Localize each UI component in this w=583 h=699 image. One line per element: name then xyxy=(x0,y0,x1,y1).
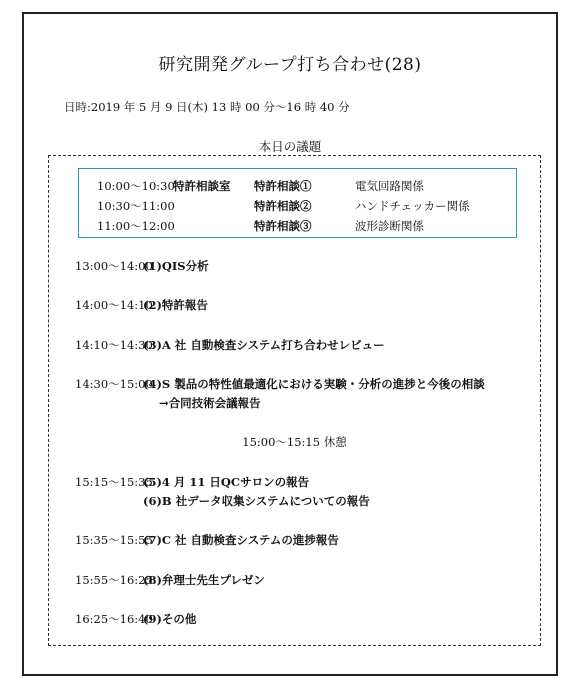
patent-time: 11:00〜12:00 xyxy=(97,219,175,233)
agenda-item-time: 13:00〜14:00 xyxy=(75,259,153,273)
agenda-item xyxy=(75,376,485,392)
agenda-item-subline: →合同技術会議報告 xyxy=(159,396,261,410)
agenda-item-time: 15:55〜16:25 xyxy=(75,573,153,587)
patent-topic: 電気回路関係 xyxy=(355,179,424,193)
agenda-item-label: (5)4 月 11 日QCサロンの報告 xyxy=(143,475,310,489)
agenda-item-time: 14:00〜14:10 xyxy=(75,298,153,312)
agenda-item xyxy=(75,611,196,627)
patent-topic: 波形診断関係 xyxy=(355,219,424,233)
patent-item: 特許相談① xyxy=(254,179,312,193)
agenda-item-time: 15:15〜15:35 xyxy=(75,475,153,489)
patent-topic: ハンドチェッカー関係 xyxy=(355,199,470,213)
agenda-item-subline: (6)B 社データ収集システムについての報告 xyxy=(143,494,370,508)
agenda-item-time: 14:10〜14:30 xyxy=(75,338,153,352)
patent-place: 特許相談室 xyxy=(173,179,231,193)
agenda-item-label: (9)その他 xyxy=(143,612,197,626)
meeting-datetime: 日時:2019 年 5 月 9 日(木) 13 時 00 分〜16 時 40 分 xyxy=(64,100,350,114)
agenda-item xyxy=(75,258,209,274)
patent-consultation-box xyxy=(78,168,517,238)
agenda-item-label: (4)S 製品の特性値最適化における実験・分析の進捗と今後の相談 xyxy=(143,377,485,391)
agenda-item-time: 14:30〜15:00 xyxy=(75,377,153,391)
agenda-item-label: (8)弁理士先生プレゼン xyxy=(143,573,265,587)
document-title: 研究開発グループ打ち合わせ(28) xyxy=(158,55,422,75)
patent-row xyxy=(79,198,516,216)
agenda-box xyxy=(48,155,541,646)
agenda-item xyxy=(75,297,208,313)
agenda-item xyxy=(75,337,385,353)
patent-item: 特許相談② xyxy=(254,199,312,213)
agenda-item-label: (7)C 社 自動検査システムの進捗報告 xyxy=(143,533,339,547)
agenda-item xyxy=(75,474,309,490)
break-time: 15:00〜15:15 休憩 xyxy=(242,435,347,449)
agenda-item-label: (2)特許報告 xyxy=(143,298,208,312)
agenda-item-time: 16:25〜16:40 xyxy=(75,612,153,626)
agenda-item-label: (3)A 社 自動検査システム打ち合わせレビュー xyxy=(143,338,385,352)
agenda-heading: 本日の議題 xyxy=(258,139,322,154)
agenda-item-label: (1)QIS分析 xyxy=(143,259,209,273)
patent-time: 10:30〜11:00 xyxy=(97,199,175,213)
agenda-item xyxy=(75,572,265,588)
agenda-item xyxy=(75,532,339,548)
agenda-item-time: 15:35〜15:55 xyxy=(75,533,153,547)
agenda-document xyxy=(22,12,558,676)
patent-time: 10:00〜10:30 xyxy=(97,179,175,193)
patent-row xyxy=(79,178,516,196)
patent-row xyxy=(79,218,516,236)
patent-item: 特許相談③ xyxy=(254,219,312,233)
